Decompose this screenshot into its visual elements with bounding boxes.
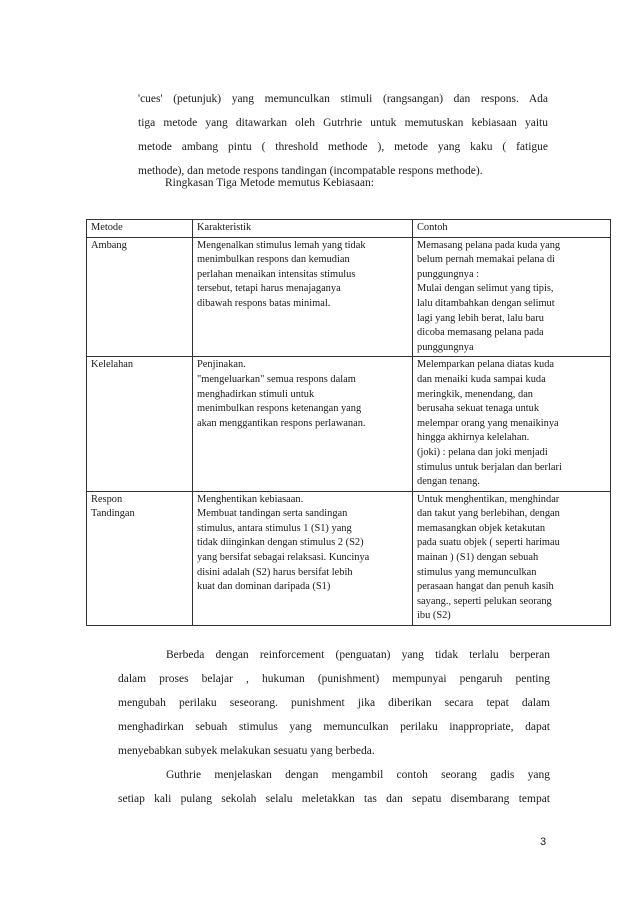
cell-line: pada suatu objek ( seperti harimau: [417, 537, 560, 549]
methods-table: [86, 219, 611, 626]
cell-line: disini adalah (S2) harus bersifat lebih: [197, 566, 353, 578]
cell-line: menimbulkan respons dan kemudian: [197, 254, 350, 266]
cell-line: dibawah respons batas minimal.: [197, 297, 331, 309]
cell-line: yang bersifat sebagai relaksasi. Kuncinya: [197, 552, 370, 564]
cell-line: Melemparkan pelana diatas kuda: [417, 359, 555, 371]
cell-line: lagi yang lebih berat, lalu baru: [417, 312, 544, 324]
body-line: menghadirkan sebuah stimulus yang memunculkan perilaku inappropriate, dapat: [118, 721, 550, 733]
characteristic-cell: [193, 237, 413, 357]
body-line: menyebabkan subyek melakukan sesuatu yang berbeda.: [118, 745, 375, 757]
summary-heading: Ringkasan Tiga Metode memutus Kebiasaan:: [165, 177, 374, 189]
example-cell: [413, 237, 611, 357]
characteristic-cell: [193, 357, 413, 491]
cell-line: kuat dan dominan daripada (S1): [197, 581, 331, 593]
cell-line: Memasang pelana pada kuda yang: [417, 239, 561, 251]
cell-line: Mulai dengan selimut yang tipis,: [417, 283, 554, 295]
cell-line: stimulus yang memunculkan: [417, 566, 537, 578]
method-cell: [87, 491, 193, 625]
table-header-row: [87, 220, 611, 238]
cell-line: menghadirkan stimuli untuk: [197, 388, 315, 400]
cell-line: perlahan menaikan intensitas stimulus: [197, 268, 356, 280]
body-line: mengubah perilaku seseorang. punishment jika diberikan secara tepat dalam: [118, 697, 550, 709]
cell-line: belum pernah memakai pelana di: [417, 254, 555, 266]
cell-line: (joki) : pelana dan joki menjadi: [417, 446, 548, 458]
cell-line: memasangkan objek ketakutan: [417, 522, 546, 534]
body-paragraph: [118, 643, 550, 811]
cell-line: menimbulkan respons ketenangan yang: [197, 403, 362, 415]
cell-line: akan menggantikan respons perlawanan.: [197, 417, 366, 429]
example-cell: [413, 357, 611, 491]
cell-line: perasaan hangat dan penuh kasih: [417, 581, 554, 593]
column-header-method: Metode: [87, 220, 193, 238]
cell-line: punggungnya :: [417, 268, 480, 280]
cell-line: Respon: [91, 493, 123, 505]
column-header-characteristic: Karakteristik: [193, 220, 413, 238]
cell-line: Tandingan: [91, 508, 135, 520]
intro-paragraph: [138, 87, 548, 183]
cell-line: berusaha sekuat tenaga untuk: [417, 403, 540, 415]
cell-line: dicoba memasang pelana pada: [417, 327, 544, 339]
intro-line: methode), dan metode respons tandingan (incompatable respons methode).: [138, 165, 483, 177]
column-header-example: Contoh: [413, 220, 611, 238]
body-line: setiap kali pulang sekolah selalu meletakkan tas dan sepatu disembarang tempat: [118, 793, 550, 805]
cell-line: dengan tenang.: [417, 476, 480, 488]
table-row: [87, 357, 611, 491]
page-number: 3: [540, 836, 547, 848]
method-cell: [87, 357, 193, 491]
body-line: dalam proses belajar , hukuman (punishment) mempunyai pengaruh penting: [118, 673, 550, 685]
cell-line: meringkik, menendang, dan: [417, 388, 533, 400]
cell-line: melempar orang yang menaikinya: [417, 417, 559, 429]
cell-line: hingga akhirnya kelelahan.: [417, 432, 530, 444]
intro-line: tiga metode yang ditawarkan oleh Gutrhrie untuk memutuskan kebiasaan yaitu: [138, 117, 548, 129]
cell-line: mainan ) (S1) dengan sebuah: [417, 552, 539, 564]
characteristic-cell: [193, 491, 413, 625]
cell-line: Membuat tandingan serta sandingan: [197, 508, 348, 520]
body-line: Berbeda dengan reinforcement (penguatan) yang tidak terlalu berperan: [166, 649, 550, 661]
cell-line: Penjinakan.: [197, 359, 246, 371]
table-row: [87, 491, 611, 625]
intro-line: 'cues' (petunjuk) yang memunculkan stimuli (rangsangan) dan respons. Ada: [138, 93, 548, 105]
cell-line: tidak diinginkan dengan stimulus 2 (S2): [197, 537, 364, 549]
table-row: [87, 237, 611, 357]
cell-line: tersebut, tetapi harus menajaganya: [197, 283, 341, 295]
cell-line: Kelelahan: [91, 359, 134, 371]
cell-line: sayang., seperti pelukan seorang: [417, 595, 552, 607]
cell-line: lalu ditambahkan dengan selimut: [417, 297, 555, 309]
cell-line: punggungnya: [417, 341, 474, 353]
intro-line: metode ambang pintu ( threshold methode ), metode yang kaku ( fatigue: [138, 141, 548, 153]
cell-line: Menghentikan kebiasaan.: [197, 493, 304, 505]
cell-line: stimulus untuk berjalan dan berlari: [417, 461, 562, 473]
cell-line: ibu (S2): [417, 610, 451, 622]
cell-line: Untuk menghentikan, menghindar: [417, 493, 560, 505]
cell-line: Ambang: [91, 239, 127, 251]
example-cell: [413, 491, 611, 625]
cell-line: dan takut yang berlebihan, dengan: [417, 508, 560, 520]
body-line: Guthrie menjelaskan dengan mengambil contoh seorang gadis yang: [166, 769, 550, 781]
cell-line: Mengenalkan stimulus lemah yang tidak: [197, 239, 366, 251]
cell-line: "mengeluarkan" semua respons dalam: [197, 373, 356, 385]
method-cell: [87, 237, 193, 357]
cell-line: stimulus, antara stimulus 1 (S1) yang: [197, 522, 352, 534]
cell-line: dan menaiki kuda sampai kuda: [417, 373, 546, 385]
